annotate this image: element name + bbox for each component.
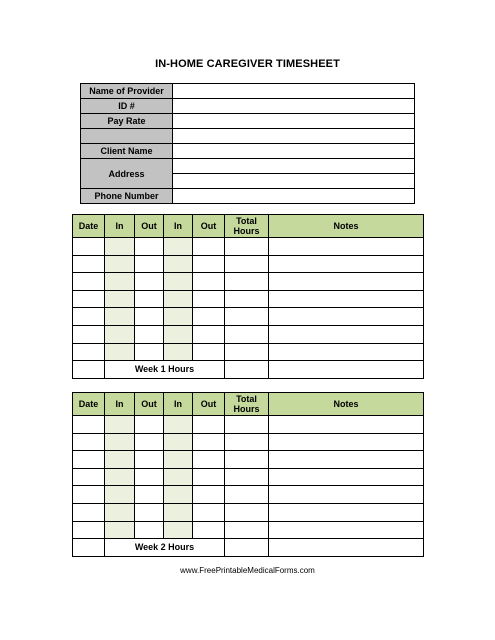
table-row	[73, 255, 424, 273]
out2-cell[interactable]	[193, 290, 225, 308]
out2-cell[interactable]	[193, 238, 225, 256]
out2-cell[interactable]	[193, 468, 225, 486]
in1-cell[interactable]	[105, 238, 135, 256]
address-label: Address	[81, 159, 173, 189]
in1-cell[interactable]	[105, 290, 135, 308]
table-row	[73, 521, 424, 539]
date-cell[interactable]	[73, 255, 105, 273]
blank-label	[81, 129, 173, 144]
week2-hours-label: Week 2 Hours	[105, 539, 225, 557]
total-hours-cell[interactable]	[225, 433, 269, 451]
total-hours-header	[225, 215, 269, 238]
total-hours-cell[interactable]	[225, 273, 269, 291]
week2-hours-field[interactable]	[225, 539, 269, 557]
total-hours-cell[interactable]	[225, 308, 269, 326]
total-hours-cell[interactable]	[225, 238, 269, 256]
notes-cell[interactable]	[269, 433, 424, 451]
out2-cell[interactable]	[193, 325, 225, 343]
in1-cell[interactable]	[105, 273, 135, 291]
week1-hours-label: Week 1 Hours	[105, 361, 225, 379]
table-row	[73, 273, 424, 291]
total-hours-cell[interactable]	[225, 451, 269, 469]
table-row	[73, 325, 424, 343]
in1-cell[interactable]	[105, 255, 135, 273]
in2-cell[interactable]	[164, 416, 193, 434]
in2-cell[interactable]	[164, 343, 193, 361]
date-cell[interactable]	[73, 468, 105, 486]
provider-field[interactable]	[173, 84, 415, 99]
week2-entry-rows	[73, 416, 424, 539]
out1-cell[interactable]	[135, 416, 164, 434]
in2-cell[interactable]	[164, 238, 193, 256]
date-cell[interactable]	[73, 486, 105, 504]
footer-url: www.FreePrintableMedicalForms.com	[180, 566, 315, 575]
in2-cell[interactable]	[164, 503, 193, 521]
total-header-line2: Hours	[233, 404, 260, 414]
notes-cell[interactable]	[269, 325, 424, 343]
notes-cell[interactable]	[269, 273, 424, 291]
out1-header: Out	[135, 393, 164, 416]
in1-cell[interactable]	[105, 325, 135, 343]
table-row	[73, 308, 424, 326]
date-cell[interactable]	[73, 290, 105, 308]
out2-cell[interactable]	[193, 273, 225, 291]
in1-header: In	[105, 393, 135, 416]
out2-cell[interactable]	[193, 451, 225, 469]
notes-cell[interactable]	[269, 503, 424, 521]
date-cell[interactable]	[73, 273, 105, 291]
notes-cell[interactable]	[269, 486, 424, 504]
page-title: IN-HOME CAREGIVER TIMESHEET	[155, 58, 340, 70]
blank-row	[81, 129, 415, 144]
total-header-line1: Total	[236, 216, 257, 226]
total-hours-cell[interactable]	[225, 468, 269, 486]
pay-rate-label: Pay Rate	[81, 114, 173, 129]
in2-cell[interactable]	[164, 325, 193, 343]
notes-header: Notes	[269, 393, 424, 416]
in1-cell[interactable]	[105, 308, 135, 326]
total-hours-cell[interactable]	[225, 255, 269, 273]
notes-cell[interactable]	[269, 308, 424, 326]
client-name-row	[81, 144, 415, 159]
out2-cell[interactable]	[193, 433, 225, 451]
table-row	[73, 451, 424, 469]
client-name-label: Client Name	[81, 144, 173, 159]
out1-cell[interactable]	[135, 486, 164, 504]
in2-header: In	[164, 393, 193, 416]
in1-cell[interactable]	[105, 343, 135, 361]
out1-cell[interactable]	[135, 503, 164, 521]
out2-cell[interactable]	[193, 503, 225, 521]
out1-cell[interactable]	[135, 468, 164, 486]
table-row	[73, 343, 424, 361]
out2-header: Out	[193, 393, 225, 416]
out2-cell[interactable]	[193, 486, 225, 504]
in2-cell[interactable]	[164, 255, 193, 273]
total-hours-cell[interactable]	[225, 521, 269, 539]
id-row	[81, 99, 415, 114]
out2-cell[interactable]	[193, 308, 225, 326]
week2-total-row	[73, 539, 424, 557]
in1-cell[interactable]	[105, 521, 135, 539]
in2-cell[interactable]	[164, 290, 193, 308]
date-cell[interactable]	[73, 416, 105, 434]
out2-header: Out	[193, 215, 225, 238]
in2-cell[interactable]	[164, 273, 193, 291]
week1-total-blank	[73, 361, 105, 379]
date-cell[interactable]	[73, 308, 105, 326]
total-header-line2: Hours	[233, 226, 260, 236]
in2-header: In	[164, 215, 193, 238]
total-hours-header	[225, 393, 269, 416]
in1-cell[interactable]	[105, 433, 135, 451]
notes-cell[interactable]	[269, 290, 424, 308]
week1-entry-rows	[73, 238, 424, 361]
out1-cell[interactable]	[135, 255, 164, 273]
in2-cell[interactable]	[164, 486, 193, 504]
out1-cell[interactable]	[135, 433, 164, 451]
address-field-line2[interactable]	[173, 174, 415, 189]
week2-total-blank	[73, 539, 105, 557]
total-hours-cell[interactable]	[225, 290, 269, 308]
table-row	[73, 468, 424, 486]
out1-cell[interactable]	[135, 451, 164, 469]
in1-cell[interactable]	[105, 416, 135, 434]
phone-field[interactable]	[173, 189, 415, 204]
in1-cell[interactable]	[105, 468, 135, 486]
week1-notes-field[interactable]	[269, 361, 424, 379]
total-hours-cell[interactable]	[225, 325, 269, 343]
client-name-field[interactable]	[173, 144, 415, 159]
notes-cell[interactable]	[269, 468, 424, 486]
provider-info-table	[80, 83, 415, 204]
week2-timesheet-table	[72, 392, 424, 557]
in1-header: In	[105, 215, 135, 238]
table-row	[73, 433, 424, 451]
phone-row	[81, 189, 415, 204]
blank-field[interactable]	[173, 129, 415, 144]
week2-notes-field[interactable]	[269, 539, 424, 557]
date-cell[interactable]	[73, 521, 105, 539]
out1-cell[interactable]	[135, 238, 164, 256]
table-row	[73, 238, 424, 256]
out1-header: Out	[135, 215, 164, 238]
notes-header: Notes	[269, 215, 424, 238]
date-header: Date	[73, 215, 105, 238]
in1-cell[interactable]	[105, 503, 135, 521]
in2-cell[interactable]	[164, 451, 193, 469]
notes-cell[interactable]	[269, 521, 424, 539]
table-row	[73, 503, 424, 521]
out1-cell[interactable]	[135, 290, 164, 308]
total-header-line1: Total	[236, 394, 257, 404]
notes-cell[interactable]	[269, 416, 424, 434]
out2-cell[interactable]	[193, 521, 225, 539]
out1-cell[interactable]	[135, 343, 164, 361]
in2-cell[interactable]	[164, 521, 193, 539]
date-cell[interactable]	[73, 451, 105, 469]
in1-cell[interactable]	[105, 486, 135, 504]
id-field[interactable]	[173, 99, 415, 114]
provider-label: Name of Provider	[81, 84, 173, 99]
address-field-line1[interactable]	[173, 159, 415, 174]
total-hours-cell[interactable]	[225, 486, 269, 504]
id-label: ID #	[81, 99, 173, 114]
week1-hours-field[interactable]	[225, 361, 269, 379]
out1-cell[interactable]	[135, 273, 164, 291]
phone-label: Phone Number	[81, 189, 173, 204]
in1-cell[interactable]	[105, 451, 135, 469]
date-cell[interactable]	[73, 325, 105, 343]
out2-cell[interactable]	[193, 416, 225, 434]
date-header: Date	[73, 393, 105, 416]
table-row	[73, 416, 424, 434]
total-hours-cell[interactable]	[225, 416, 269, 434]
out2-cell[interactable]	[193, 255, 225, 273]
table-row	[73, 290, 424, 308]
out2-cell[interactable]	[193, 343, 225, 361]
notes-cell[interactable]	[269, 343, 424, 361]
week1-timesheet-table	[72, 214, 424, 379]
notes-cell[interactable]	[269, 238, 424, 256]
pay-rate-row	[81, 114, 415, 129]
notes-cell[interactable]	[269, 255, 424, 273]
week1-header-row	[73, 215, 424, 238]
address-row	[81, 159, 415, 174]
week1-total-row	[73, 361, 424, 379]
table-row	[73, 486, 424, 504]
date-cell[interactable]	[73, 503, 105, 521]
in2-cell[interactable]	[164, 433, 193, 451]
week2-header-row	[73, 393, 424, 416]
out1-cell[interactable]	[135, 325, 164, 343]
out1-cell[interactable]	[135, 308, 164, 326]
in2-cell[interactable]	[164, 308, 193, 326]
in2-cell[interactable]	[164, 468, 193, 486]
total-hours-cell[interactable]	[225, 343, 269, 361]
provider-row	[81, 84, 415, 99]
out1-cell[interactable]	[135, 521, 164, 539]
date-cell[interactable]	[73, 238, 105, 256]
date-cell[interactable]	[73, 433, 105, 451]
date-cell[interactable]	[73, 343, 105, 361]
pay-rate-field[interactable]	[173, 114, 415, 129]
total-hours-cell[interactable]	[225, 503, 269, 521]
notes-cell[interactable]	[269, 451, 424, 469]
